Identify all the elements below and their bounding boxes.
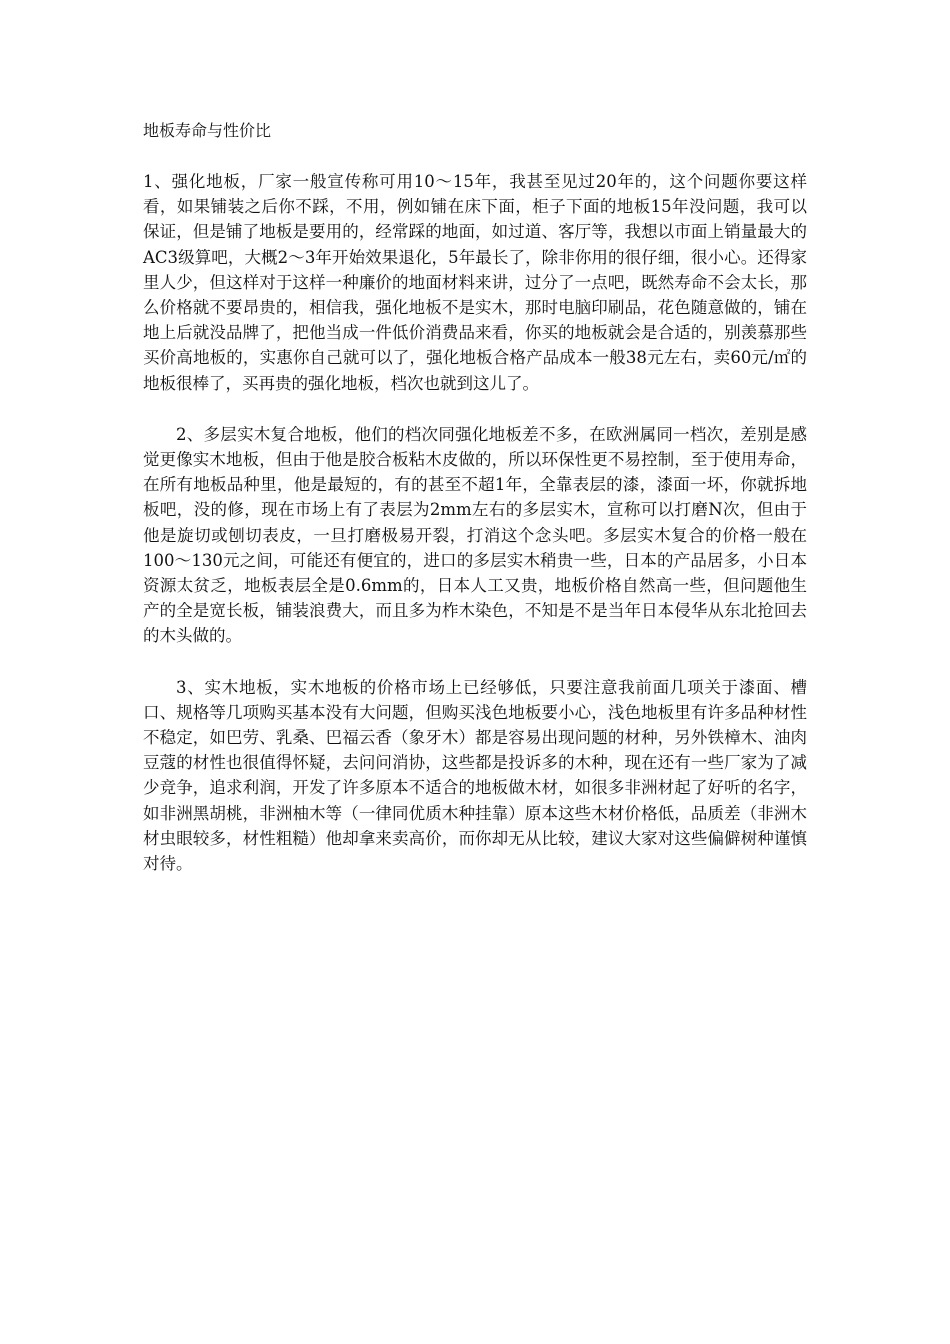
document-title: 地板寿命与性价比 — [143, 121, 272, 140]
paragraph-multilayer-engineered-flooring: 2、多层实木复合地板，他们的档次同强化地板差不多，在欧洲属同一档次，差别是感觉更像实木地板，但由于他是胶合板粘木皮做的，所以环保性更不易控制，至于使用寿命，在所有地板品种里，他是最短的，有的甚至不超1年，全靠表层的漆，漆面一坏，你就拆地板吧，没的修，现在市场上有了表层为2mm左右的多层实木，宣称可以打磨N次，但由于他是旋切或刨切表皮，一旦打磨极易开裂，打消这个念头吧。多层实木复合的价格一般在100～130元之间，可能还有便宜的，进口的多层实木稍贵一些，日本的产品居多，小日本资源太贫乏，地板表层全是0.6mm的，日本人工又贵，地板价格自然高一些，但问题他生产的全是宽长板，铺装浪费大，而且多为柞木染色，不知是不是当年日本侵华从东北抢回去的木头做的。 — [143, 424, 807, 646]
document-body — [143, 118, 807, 902]
paragraph-solid-wood-flooring: 3、实木地板，实木地板的价格市场上已经够低，只要注意我前面几项关于漆面、槽口、规格等几项购买基本没有大问题，但购买浅色地板要小心，浅色地板里有许多品种材性不稳定，如巴劳、乳桑、巴福云香（象牙木）都是容易出现问题的材种，另外铁樟木、油肉豆蔻的材性也很值得怀疑，去问问消协，这些都是投诉多的木种，现在还有一些厂家为了减少竞争，追求利润，开发了许多原本不适合的地板做木材，如很多非洲材起了好听的名字，如非洲黑胡桃，非洲柚木等（一律同优质木种挂靠）原本这些木材价格低，品质差（非洲木材虫眼较多，材性粗糙）他却拿来卖高价，而你却无从比较，建议大家对这些偏僻树种谨慎对待。 — [143, 677, 807, 874]
paragraph-laminate-flooring: 1、强化地板，厂家一般宣传称可用10～15年，我甚至见过20年的，这个问题你要这样看，如果铺装之后你不踩，不用，例如铺在床下面，柜子下面的地板15年没问题，我可以保证，但是铺了地板是要用的，经常踩的地面，如过道、客厅等，我想以市面上销量最大的AC3级算吧，大概2～3年开始效果退化，5年最长了，除非你用的很仔细，很小心。还得家里人少，但这样对于这样一种廉价的地面材料来讲，过分了一点吧，既然寿命不会太长，那么价格就不要昂贵的，相信我，强化地板不是实木，那时电脑印刷品，花色随意做的，铺在地上后就没品牌了，把他当成一件低价消费品来看，你买的地板就会是合适的，别羡慕那些买价高地板的，实惠你自己就可以了，强化地板合格产品成本一般38元左右，卖60元/㎡的地板很棒了，买再贵的强化地板，档次也就到这儿了。 — [143, 172, 807, 393]
